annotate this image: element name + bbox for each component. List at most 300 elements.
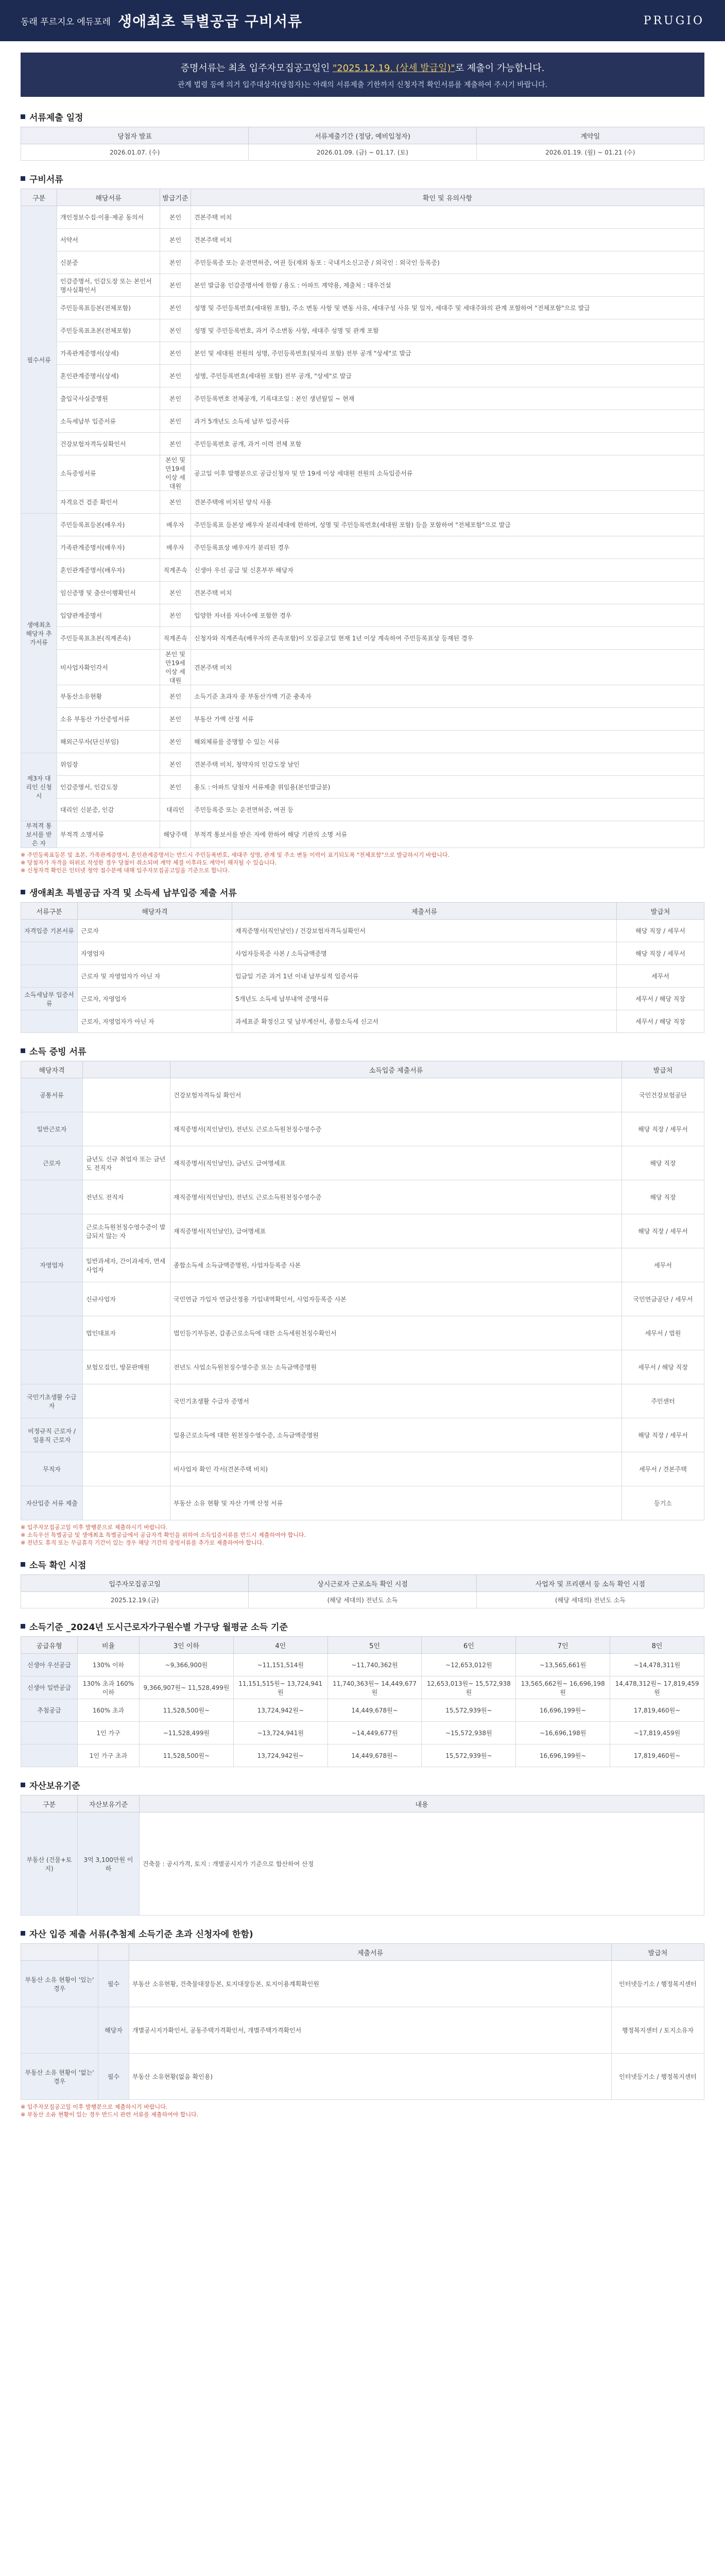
criteria-cell	[21, 1722, 78, 1744]
asset-docs-cell: 행정복지센터 / 토지소유자	[612, 2007, 704, 2054]
docs-item-name: 입양관계증명서	[57, 604, 160, 627]
schedule-section	[21, 106, 704, 161]
criteria-cell: ~13,724,941원	[233, 1722, 327, 1744]
proof-cell: 공통서류	[21, 1078, 83, 1112]
docs-item-name: 혼인관계증명서(상세)	[57, 365, 160, 387]
table-row	[21, 1180, 704, 1214]
schedule-value: 2026.01.07. (수)	[21, 144, 249, 161]
criteria-cell: 13,724,942원~	[233, 1699, 327, 1722]
table-row	[21, 1010, 704, 1033]
square-icon	[21, 1562, 25, 1567]
income-cell: 자격입증 기본서류	[21, 920, 78, 942]
income-table	[21, 902, 704, 1033]
income-title	[21, 882, 704, 902]
docs-notes-cell: 공고일 이후 발행분으로 공급신청자 및 만 19세 이상 세대원 전원의 소득입증서류	[191, 455, 704, 491]
asset-docs-cell: 부동산 소유현황(없음 확인용)	[129, 2054, 612, 2100]
docs-issue-basis: 본인	[160, 491, 191, 514]
asset-cell: 건축물 : 공시가격, 토지 : 개별공시지가 기준으로 합산하여 산정	[140, 1812, 704, 1916]
criteria-cell: 130% 이하	[78, 1654, 140, 1676]
proof-note-line: ※ 입주자모집공고일 이후 발행분으로 제출하시기 바랍니다.	[21, 1524, 168, 1531]
docs-notes-cell: 용도 : 아파트 당첨자 서류제출 위임용(본인발급분)	[191, 776, 704, 799]
docs-table	[21, 189, 704, 848]
asset-docs-cell: 부동산 소유현황, 건축물대장등본, 토지대장등본, 토지이용계획확인원	[129, 1961, 612, 2007]
table-row	[21, 753, 704, 776]
proof-cell: 세무서 / 해당 직장	[622, 1350, 704, 1384]
proof-header	[83, 1061, 170, 1078]
criteria-header: 비율	[78, 1637, 140, 1654]
notice-highlight: "2025.12.19. (상세 발급일)"	[332, 63, 455, 74]
asset-note-line: ※ 부동산 소유 현황이 있는 경우 반드시 관련 서류를 제출하여야 합니다.	[21, 2111, 199, 2118]
schedule-table	[21, 127, 704, 161]
docs-item-name: 비사업자확인각서	[57, 650, 160, 685]
proof-cell: 주민센터	[622, 1384, 704, 1418]
criteria-cell: 14,478,312원~ 17,819,459원	[610, 1676, 704, 1699]
asset-docs-cell	[21, 2007, 98, 2054]
schedule-header: 계약일	[476, 127, 704, 144]
income-cell: 소득세납부 입증서류	[21, 988, 78, 1010]
criteria-cell: 15,572,939원~	[422, 1699, 516, 1722]
confirm-title	[21, 1554, 704, 1574]
docs-issue-basis: 본인	[160, 365, 191, 387]
proof-title	[21, 1040, 704, 1061]
table-row	[21, 582, 704, 604]
table-row	[21, 604, 704, 627]
square-icon	[21, 176, 25, 181]
confirm-value: 2025.12.19.(금)	[21, 1592, 249, 1608]
proof-note-line: ※ 전년도 휴직 또는 무급휴직 기간이 있는 경우 해당 기간의 증빙서류를 추가로 제출하여야 합니다.	[21, 1539, 264, 1546]
income-cell: 세무서	[617, 965, 704, 988]
criteria-cell: ~12,653,012원	[422, 1654, 516, 1676]
proof-cell: 세무서	[622, 1248, 704, 1282]
proof-cell: 전년도 사업소득원천징수영수증 또는 소득금액증명원	[170, 1350, 622, 1384]
income-header: 제출서류	[232, 903, 617, 920]
criteria-header: 3인 이하	[140, 1637, 234, 1654]
asset-cell: 3억 3,100만원 이하	[78, 1812, 140, 1916]
notice-line-1	[21, 61, 704, 74]
criteria-header: 7인	[516, 1637, 610, 1654]
docs-issue-basis: 본인	[160, 251, 191, 274]
asset-table	[21, 1795, 704, 1916]
square-icon	[21, 1931, 25, 1936]
table-row	[21, 1248, 704, 1282]
schedule-header: 당첨자 발표	[21, 127, 249, 144]
docs-issue-basis: 본인	[160, 685, 191, 708]
docs-notes	[21, 851, 704, 874]
criteria-cell: 17,819,460원~	[610, 1744, 704, 1767]
section-title-text: 자산보유기준	[29, 1781, 80, 1791]
docs-item-name: 자격요건 검증 확인서	[57, 491, 160, 514]
docs-item-name: 신분증	[57, 251, 160, 274]
table-row	[21, 1146, 704, 1180]
proof-cell: 전년도 전직자	[83, 1180, 170, 1214]
table-row	[21, 1486, 704, 1520]
table-row	[21, 1654, 704, 1676]
proof-cell: 자산입증 서류 제출	[21, 1486, 83, 1520]
docs-issue-basis: 본인 및 만19세 이상 세대원	[160, 455, 191, 491]
docs-item-name: 임신증명 및 출산이행확인서	[57, 582, 160, 604]
criteria-cell: 11,528,500원~	[140, 1744, 234, 1767]
docs-item-name: 혼인관계증명서(배우자)	[57, 559, 160, 582]
square-icon	[21, 114, 25, 119]
docs-item-name: 주민등록표등본(전체포함)	[57, 297, 160, 319]
square-icon	[21, 890, 25, 894]
section-title-text: 자산 입증 제출 서류(추첨제 소득기준 초과 신청자에 한함)	[29, 1929, 253, 1940]
asset-docs-header: 제출서류	[129, 1944, 612, 1961]
section-title-text: 서류제출 일정	[29, 112, 83, 123]
criteria-header: 6인	[422, 1637, 516, 1654]
docs-title	[21, 168, 704, 189]
docs-item-name: 해외근무자(단신부임)	[57, 731, 160, 753]
proof-cell: 등기소	[622, 1486, 704, 1520]
table-row	[21, 491, 704, 514]
table-row	[21, 1282, 704, 1316]
docs-notes-cell: 해외체류를 증명할 수 있는 서류	[191, 731, 704, 753]
criteria-cell: 11,151,515원~ 13,724,941원	[233, 1676, 327, 1699]
proof-cell: 자영업자	[21, 1248, 83, 1282]
income-cell: 해당 직장 / 세무서	[617, 920, 704, 942]
income-section	[21, 882, 704, 1033]
criteria-cell: 14,449,678원~	[327, 1744, 422, 1767]
docs-note-line: ※ 당첨자가 자격을 허위로 작성한 경우 당첨이 취소되며 계약 체결 이후라도 계약이 해지될 수 있습니다.	[21, 859, 277, 866]
proof-cell: 비사업자 확인 각서(견본주택 비치)	[170, 1452, 622, 1486]
proof-cell: 국민기초생활 수급자 증명서	[170, 1384, 622, 1418]
table-row	[21, 1384, 704, 1418]
docs-notes-cell: 과거 5개년도 소득세 납부 입증서류	[191, 410, 704, 433]
asset-docs-cell: 필수	[98, 1961, 129, 2007]
proof-cell: 해당 직장 / 세무서	[622, 1112, 704, 1146]
notice-line-2: 관계 법령 등에 의거 입주대상자(당첨자)는 아래의 서류제출 기한까지 신청자격 확인서류를 제출하여 주시기 바랍니다.	[178, 81, 547, 89]
proof-cell	[83, 1112, 170, 1146]
docs-item-name: 주민등록표등본(배우자)	[57, 514, 160, 536]
criteria-header: 공급유형	[21, 1637, 78, 1654]
income-cell: 입금일 기준 과거 1년 이내 납부실적 입증서류	[232, 965, 617, 988]
table-row	[21, 387, 704, 410]
table-row	[21, 1961, 704, 2007]
docs-issue-basis: 본인 및 만19세 이상 세대원	[160, 650, 191, 685]
proof-cell	[21, 1214, 83, 1248]
docs-item-name: 부적격 소명서류	[57, 821, 160, 848]
table-row	[21, 342, 704, 365]
docs-notes-cell: 견본주택 비치, 청약자의 인감도장 날인	[191, 753, 704, 776]
docs-notes-cell: 성명 및 주민등록번호(세대원 포함), 주소 변동 사항 및 변동 사유, 세대구성 사유 및 일자, 세대주 및 세대주와의 관계 포함하여 "전체포함"으로 발급	[191, 297, 704, 319]
proof-cell: 일용근로소득에 대한 원천징수영수증, 소득금액증명원	[170, 1418, 622, 1452]
complex-name: 동래 푸르지오 에듀포레	[21, 16, 111, 27]
table-row	[21, 731, 704, 753]
table-row	[21, 251, 704, 274]
criteria-cell: ~11,528,499원	[140, 1722, 234, 1744]
schedule-title	[21, 106, 704, 127]
docs-item-name: 대리인 신분증, 인감	[57, 799, 160, 821]
criteria-cell: 11,740,363원~ 14,449,677원	[327, 1676, 422, 1699]
table-row	[21, 410, 704, 433]
confirm-header: 상시근로자 근로소득 확인 시점	[249, 1575, 476, 1592]
income-cell	[21, 1010, 78, 1033]
table-row	[21, 274, 704, 297]
docs-header: 해당서류	[57, 189, 160, 206]
criteria-title	[21, 1616, 704, 1636]
criteria-cell: ~14,449,677원	[327, 1722, 422, 1744]
criteria-cell: ~11,740,362원	[327, 1654, 422, 1676]
proof-cell	[21, 1180, 83, 1214]
criteria-cell: ~9,366,900원	[140, 1654, 234, 1676]
docs-notes-cell: 부적격 통보서를 받은 자에 한하여 해당 기관의 소명 서류	[191, 821, 704, 848]
criteria-cell: ~13,565,661원	[516, 1654, 610, 1676]
docs-notes-cell: 견본주택 비치	[191, 229, 704, 251]
proof-cell	[83, 1452, 170, 1486]
docs-issue-basis: 본인	[160, 433, 191, 455]
docs-notes-cell: 본인 및 세대원 전원의 성명, 주민등록번호(뒷자리 포함) 전부 공개 "상세"로 발급	[191, 342, 704, 365]
table-row	[21, 776, 704, 799]
table-row	[21, 455, 704, 491]
docs-issue-basis: 본인	[160, 753, 191, 776]
table-row	[21, 514, 704, 536]
notice-text-end: 로 제출이 가능합니다.	[455, 63, 545, 74]
docs-header: 구분	[21, 189, 57, 206]
criteria-cell: 17,819,460원~	[610, 1699, 704, 1722]
proof-note-line: ※ 소득우선 특별공급 및 생애최초 특별공급에서 공급자격 확인을 위하여 소득입증서류를 반드시 제출하여야 합니다.	[21, 1532, 306, 1538]
asset-docs-cell: 인터넷등기소 / 행정복지센터	[612, 1961, 704, 2007]
square-icon	[21, 1624, 25, 1629]
table-row	[21, 942, 704, 965]
proof-cell: 재직증명서(직인날인), 금년도 급여명세표	[170, 1146, 622, 1180]
asset-docs-header	[98, 1944, 129, 1961]
criteria-cell: 추첨공급	[21, 1699, 78, 1722]
asset-docs-table	[21, 1943, 704, 2100]
proof-section	[21, 1040, 704, 1547]
table-row	[21, 297, 704, 319]
table-row	[21, 365, 704, 387]
docs-issue-basis: 본인	[160, 387, 191, 410]
criteria-header: 4인	[233, 1637, 327, 1654]
section-title-text: 소득 증빙 서류	[29, 1046, 87, 1057]
income-cell: 재직증명서(직인날인) / 건강보험자격득실확인서	[232, 920, 617, 942]
docs-notes-cell: 주민등록표 등본상 배우자 분리세대에 한하며, 성명 및 주민등록번호(세대원 포함) 등을 포함하여 "전체포함"으로 발급	[191, 514, 704, 536]
proof-cell	[21, 1316, 83, 1350]
docs-issue-basis: 대리인	[160, 799, 191, 821]
docs-header: 발급기준	[160, 189, 191, 206]
income-header: 해당자격	[78, 903, 232, 920]
notice-banner	[21, 53, 704, 97]
docs-notes-cell: 견본주택 비치	[191, 206, 704, 229]
table-row	[21, 1744, 704, 1767]
criteria-cell: 12,653,013원~ 15,572,938원	[422, 1676, 516, 1699]
table-row	[21, 319, 704, 342]
asset-header: 구분	[21, 1795, 78, 1812]
asset-title	[21, 1774, 704, 1795]
income-cell: 과세표준 확정신고 및 납부계산서, 종합소득세 신고서	[232, 1010, 617, 1033]
criteria-cell: ~16,696,198원	[516, 1722, 610, 1744]
asset-docs-header	[21, 1944, 98, 1961]
docs-header: 확인 및 유의사항	[191, 189, 704, 206]
table-row	[21, 2007, 704, 2054]
income-cell: 근로자, 자영업자	[78, 988, 232, 1010]
section-title-text: 생애최초 특별공급 자격 및 소득세 납부입증 제출 서류	[29, 888, 237, 899]
proof-cell: 해당 직장	[622, 1146, 704, 1180]
section-title-text: 소득기준 _2024년 도시근로자가구원수별 가구당 월평균 소득 기준	[29, 1622, 288, 1633]
docs-item-name: 위임장	[57, 753, 160, 776]
table-row	[21, 1350, 704, 1384]
proof-cell: 국민기초생활 수급자	[21, 1384, 83, 1418]
proof-cell: 재직증명서(직인날인), 전년도 근로소득원천징수영수증	[170, 1112, 622, 1146]
asset-docs-cell: 인터넷등기소 / 행정복지센터	[612, 2054, 704, 2100]
page-header	[0, 0, 725, 41]
proof-cell: 종합소득세 소득금액증명원, 사업자등록증 사본	[170, 1248, 622, 1282]
docs-item-name: 소득증빙서류	[57, 455, 160, 491]
proof-cell: 일반근로자	[21, 1112, 83, 1146]
notice-text: 증명서류는 최초 입주자모집공고일인	[180, 63, 333, 74]
table-row	[21, 920, 704, 942]
table-row	[21, 1812, 704, 1916]
criteria-cell: 9,366,907원~ 11,528,499원	[140, 1676, 234, 1699]
criteria-cell	[21, 1744, 78, 1767]
proof-cell	[83, 1418, 170, 1452]
docs-item-name: 인감증명서, 인감도장	[57, 776, 160, 799]
proof-cell: 국민연금공단 / 세무서	[622, 1282, 704, 1316]
proof-cell: 비정규직 근로자 / 일용직 근로자	[21, 1418, 83, 1452]
asset-docs-header: 발급처	[612, 1944, 704, 1961]
table-row	[21, 536, 704, 559]
docs-item-name: 건강보험자격득실확인서	[57, 433, 160, 455]
proof-cell: 일반과세자, 간이과세자, 면세사업자	[83, 1248, 170, 1282]
income-cell: 세무서 / 해당 직장	[617, 1010, 704, 1033]
docs-notes-cell: 주민등록증 또는 운전면허증, 여권 등(재외 동포 : 국내거소신고증 / 외국인 : 외국인 등록증)	[191, 251, 704, 274]
table-row	[21, 1452, 704, 1486]
proof-cell: 재직증명서(직인날인), 급여명세표	[170, 1214, 622, 1248]
asset-docs-cell: 해당자	[98, 2007, 129, 2054]
asset-docs-cell: 필수	[98, 2054, 129, 2100]
docs-item-name: 개인정보수집·이용·제공 동의서	[57, 206, 160, 229]
page-title: 생애최초 특별공급 구비서류	[118, 13, 303, 30]
docs-item-name: 서약서	[57, 229, 160, 251]
criteria-cell: ~17,819,459원	[610, 1722, 704, 1744]
square-icon	[21, 1048, 25, 1053]
docs-item-name: 주민등록표초본(전체포함)	[57, 319, 160, 342]
schedule-header: 서류제출기간 (정당, 예비입청자)	[249, 127, 476, 144]
docs-issue-basis: 본인	[160, 206, 191, 229]
proof-cell	[83, 1078, 170, 1112]
docs-issue-basis: 본인	[160, 708, 191, 731]
confirm-header: 사업자 및 프리랜서 등 소득 확인 시점	[476, 1575, 704, 1592]
table-row	[21, 1722, 704, 1744]
proof-header: 소득입증 제출서류	[170, 1061, 622, 1078]
docs-notes-cell: 견본주택 비치	[191, 650, 704, 685]
docs-item-name: 소득세납부 입증서류	[57, 410, 160, 433]
income-cell: 자영업자	[78, 942, 232, 965]
table-row	[21, 627, 704, 650]
proof-header: 발급처	[622, 1061, 704, 1078]
docs-item-name: 가족관계증명서(상세)	[57, 342, 160, 365]
docs-notes-cell: 견본주택 비치	[191, 582, 704, 604]
table-row	[21, 1418, 704, 1452]
table-row	[21, 1316, 704, 1350]
proof-cell	[83, 1486, 170, 1520]
proof-cell: 국민연금 가입자 연금산정용 가입내역확인서, 사업자등록증 사본	[170, 1282, 622, 1316]
docs-issue-basis: 본인	[160, 274, 191, 297]
proof-cell: 부동산 소유 현황 및 자산 가액 산정 서류	[170, 1486, 622, 1520]
proof-cell: 법인등기부등본, 갑종근로소득에 대한 소득세원천징수확인서	[170, 1316, 622, 1350]
criteria-cell: 13,724,942원~	[233, 1744, 327, 1767]
table-row	[21, 1112, 704, 1146]
criteria-cell: 130% 초과 160% 이하	[78, 1676, 140, 1699]
docs-notes-cell: 소득기준 초과자 중 부동산가액 기준 충족자	[191, 685, 704, 708]
income-cell	[21, 965, 78, 988]
proof-cell: 보험모집인, 방문판매원	[83, 1350, 170, 1384]
docs-notes-cell: 성명, 주민등록번호(세대원 포함) 전부 공개, "상세"로 발급	[191, 365, 704, 387]
proof-cell: 건강보험자격득실 확인서	[170, 1078, 622, 1112]
table-row	[21, 988, 704, 1010]
criteria-cell: ~11,151,514원	[233, 1654, 327, 1676]
docs-issue-basis: 본인	[160, 319, 191, 342]
docs-issue-basis: 배우자	[160, 536, 191, 559]
table-row	[21, 965, 704, 988]
criteria-cell: 신생아 일반공급	[21, 1676, 78, 1699]
brand-logo: PRUGIO	[643, 14, 704, 27]
asset-docs-cell: 부동산 소유 현황이 '없는' 경우	[21, 2054, 98, 2100]
docs-note-line: ※ 신청자격 확인은 인터넷 청약 접수분에 대해 입주자모집공고일을 기준으로 합니다.	[21, 867, 230, 874]
criteria-header: 8인	[610, 1637, 704, 1654]
docs-note-line: ※ 주민등록표등본 및 초본, 가족관계증명서, 혼인관계증명서는 반드시 주민등록번호, 세대주 성명, 관계 및 주소 변동 이력이 표기되도록 "전체포함"으로 발급하시기 바랍니다.	[21, 852, 450, 858]
docs-item-name: 가족관계증명서(배우자)	[57, 536, 160, 559]
docs-notes-cell: 신생아 우선 공급 및 신혼부부 해당자	[191, 559, 704, 582]
proof-cell: 세무서 / 견본주택	[622, 1452, 704, 1486]
docs-issue-basis: 직계존속	[160, 627, 191, 650]
criteria-header: 5인	[327, 1637, 422, 1654]
table-row	[21, 1676, 704, 1699]
proof-cell	[83, 1384, 170, 1418]
proof-cell: 신규사업자	[83, 1282, 170, 1316]
docs-item-name: 인감증명서, 인감도장 또는 본인서명사실확인서	[57, 274, 160, 297]
section-title-text: 구비서류	[29, 174, 63, 185]
docs-group-label: 필수서류	[21, 206, 57, 514]
asset-cell: 부동산 (건물+토지)	[21, 1812, 78, 1916]
docs-notes-cell: 주민등록번호 전체공개, 기록대조일 : 본인 생년월일 ~ 현재	[191, 387, 704, 410]
docs-item-name: 소유 부동산 가산증빙서류	[57, 708, 160, 731]
asset-docs-section	[21, 1923, 704, 2119]
docs-group-label: 제3자 대리인 신청 시	[21, 753, 57, 821]
docs-group-label: 생애최초 해당자 추가서류	[21, 514, 57, 753]
docs-issue-basis: 배우자	[160, 514, 191, 536]
docs-issue-basis: 본인	[160, 776, 191, 799]
criteria-cell: 16,696,199원~	[516, 1744, 610, 1767]
criteria-cell: 13,565,662원~ 16,696,198원	[516, 1676, 610, 1699]
asset-docs-cell: 개별공시지가확인서, 공동주택가격확인서, 개별주택가격확인서	[129, 2007, 612, 2054]
income-cell	[21, 942, 78, 965]
docs-notes-cell: 주민등록표상 배우자가 분리된 경우	[191, 536, 704, 559]
docs-group-label: 부적격 통보서를 받은 자	[21, 821, 57, 848]
criteria-cell: ~14,478,311원	[610, 1654, 704, 1676]
criteria-cell: ~15,572,938원	[422, 1722, 516, 1744]
asset-note-line: ※ 입주자모집공고일 이후 발행분으로 제출하시기 바랍니다.	[21, 2104, 168, 2110]
income-header: 발급처	[617, 903, 704, 920]
criteria-table	[21, 1636, 704, 1767]
criteria-cell: 1인 가구	[78, 1722, 140, 1744]
criteria-section	[21, 1616, 704, 1767]
proof-notes	[21, 1523, 704, 1547]
proof-cell: 국민건강보험공단	[622, 1078, 704, 1112]
proof-cell: 세무서 / 법원	[622, 1316, 704, 1350]
proof-cell: 금년도 신규 취업자 또는 금년도 전직자	[83, 1146, 170, 1180]
income-header: 서류구분	[21, 903, 78, 920]
table-row	[21, 685, 704, 708]
confirm-value: (해당 세대의) 전년도 소득	[249, 1592, 476, 1608]
docs-notes-cell: 본인 발급용 인감증명서에 한함 / 용도 : 아파트 계약용, 제출처 : 대우건설	[191, 274, 704, 297]
docs-notes-cell: 신청자와 직계존속(배우자의 존속포함)이 모집공고일 현재 1년 이상 계속하여 주민등록표상 등재된 경우	[191, 627, 704, 650]
table-row	[21, 1699, 704, 1722]
docs-issue-basis: 본인	[160, 297, 191, 319]
docs-notes-cell: 주민등록번호 공개, 과거 이력 전체 포함	[191, 433, 704, 455]
docs-issue-basis: 본인	[160, 731, 191, 753]
income-cell: 근로자, 자영업자가 아닌 자	[78, 1010, 232, 1033]
